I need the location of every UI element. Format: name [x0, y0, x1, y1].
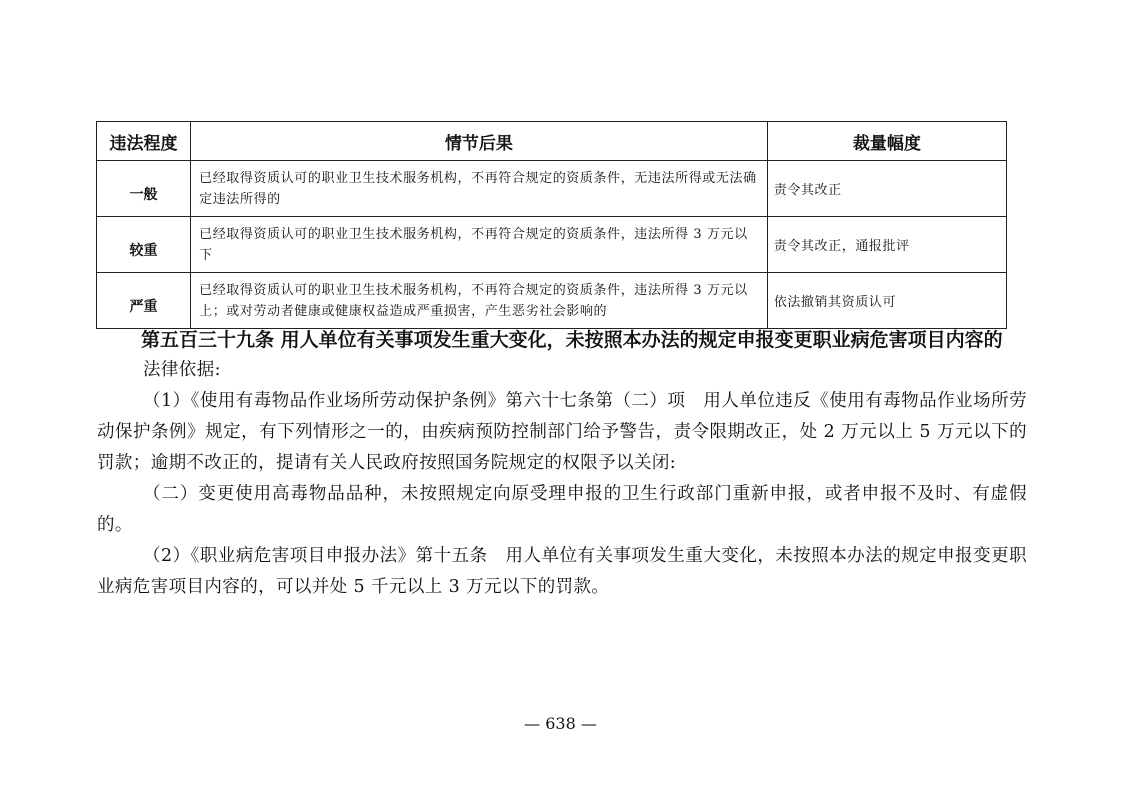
page-number: — 638 —: [524, 714, 597, 733]
table-header-row: [97, 122, 1007, 161]
degree-cell: 严重: [97, 273, 191, 329]
discretion-cell: 责令其改正，通报批评: [767, 217, 1006, 273]
discretion-cell: 依法撤销其资质认可: [767, 273, 1006, 329]
legal-basis-paragraph: （二）变更使用高毒物品品种，未按照规定向原受理申报的卫生行政部门重新申报，或者申报不及时、有虚假的。: [97, 484, 1027, 535]
discretion-cell: 责令其改正: [767, 161, 1006, 217]
legal-basis-paragraph: （1）《使用有毒物品作业场所劳动保护条例》第六十七条第（二）项 用人单位违反《使用有毒物品作业场所劳动保护条例》规定，有下列情形之一的，由疾病预防控制部门给予警告，责令限期改正，处 2 万元以上 5 万元以下的罚款；逾期不改正的，提请有关人民政府按照国务院规定的权限予以关闭:: [97, 391, 1027, 473]
circumstance-cell: 已经取得资质认可的职业卫生技术服务机构，不再符合规定的资质条件，违法所得 3 万元以下: [191, 217, 768, 273]
header-circumstance: 情节后果: [191, 122, 768, 161]
circumstance-cell: 已经取得资质认可的职业卫生技术服务机构，不再符合规定的资质条件，违法所得 3 万元以上；或对劳动者健康或健康权益造成严重损害，产生恶劣社会影响的: [191, 273, 768, 329]
header-discretion: 裁量幅度: [767, 122, 1006, 161]
article-section: [97, 326, 1027, 603]
table-row: [97, 217, 1007, 273]
degree-cell: 一般: [97, 161, 191, 217]
article-title: 第五百三十九条 用人单位有关事项发生重大变化，未按照本办法的规定申报变更职业病危害项目内容的: [141, 329, 1003, 351]
circumstance-cell: 已经取得资质认可的职业卫生技术服务机构，不再符合规定的资质条件，无违法所得或无法确定违法所得的: [191, 161, 768, 217]
table-row: [97, 273, 1007, 329]
degree-cell: 较重: [97, 217, 191, 273]
legal-basis-paragraph: （2）《职业病危害项目申报办法》第十五条 用人单位有关事项发生重大变化，未按照本办法的规定申报变更职业病危害项目内容的，可以并处 5 千元以上 3 万元以下的罚款。: [97, 546, 1027, 597]
penalty-discretion-table: [96, 121, 1007, 329]
legal-basis-label: 法律依据:: [143, 360, 221, 380]
table-row: [97, 161, 1007, 217]
header-violation-degree: 违法程度: [97, 122, 191, 161]
